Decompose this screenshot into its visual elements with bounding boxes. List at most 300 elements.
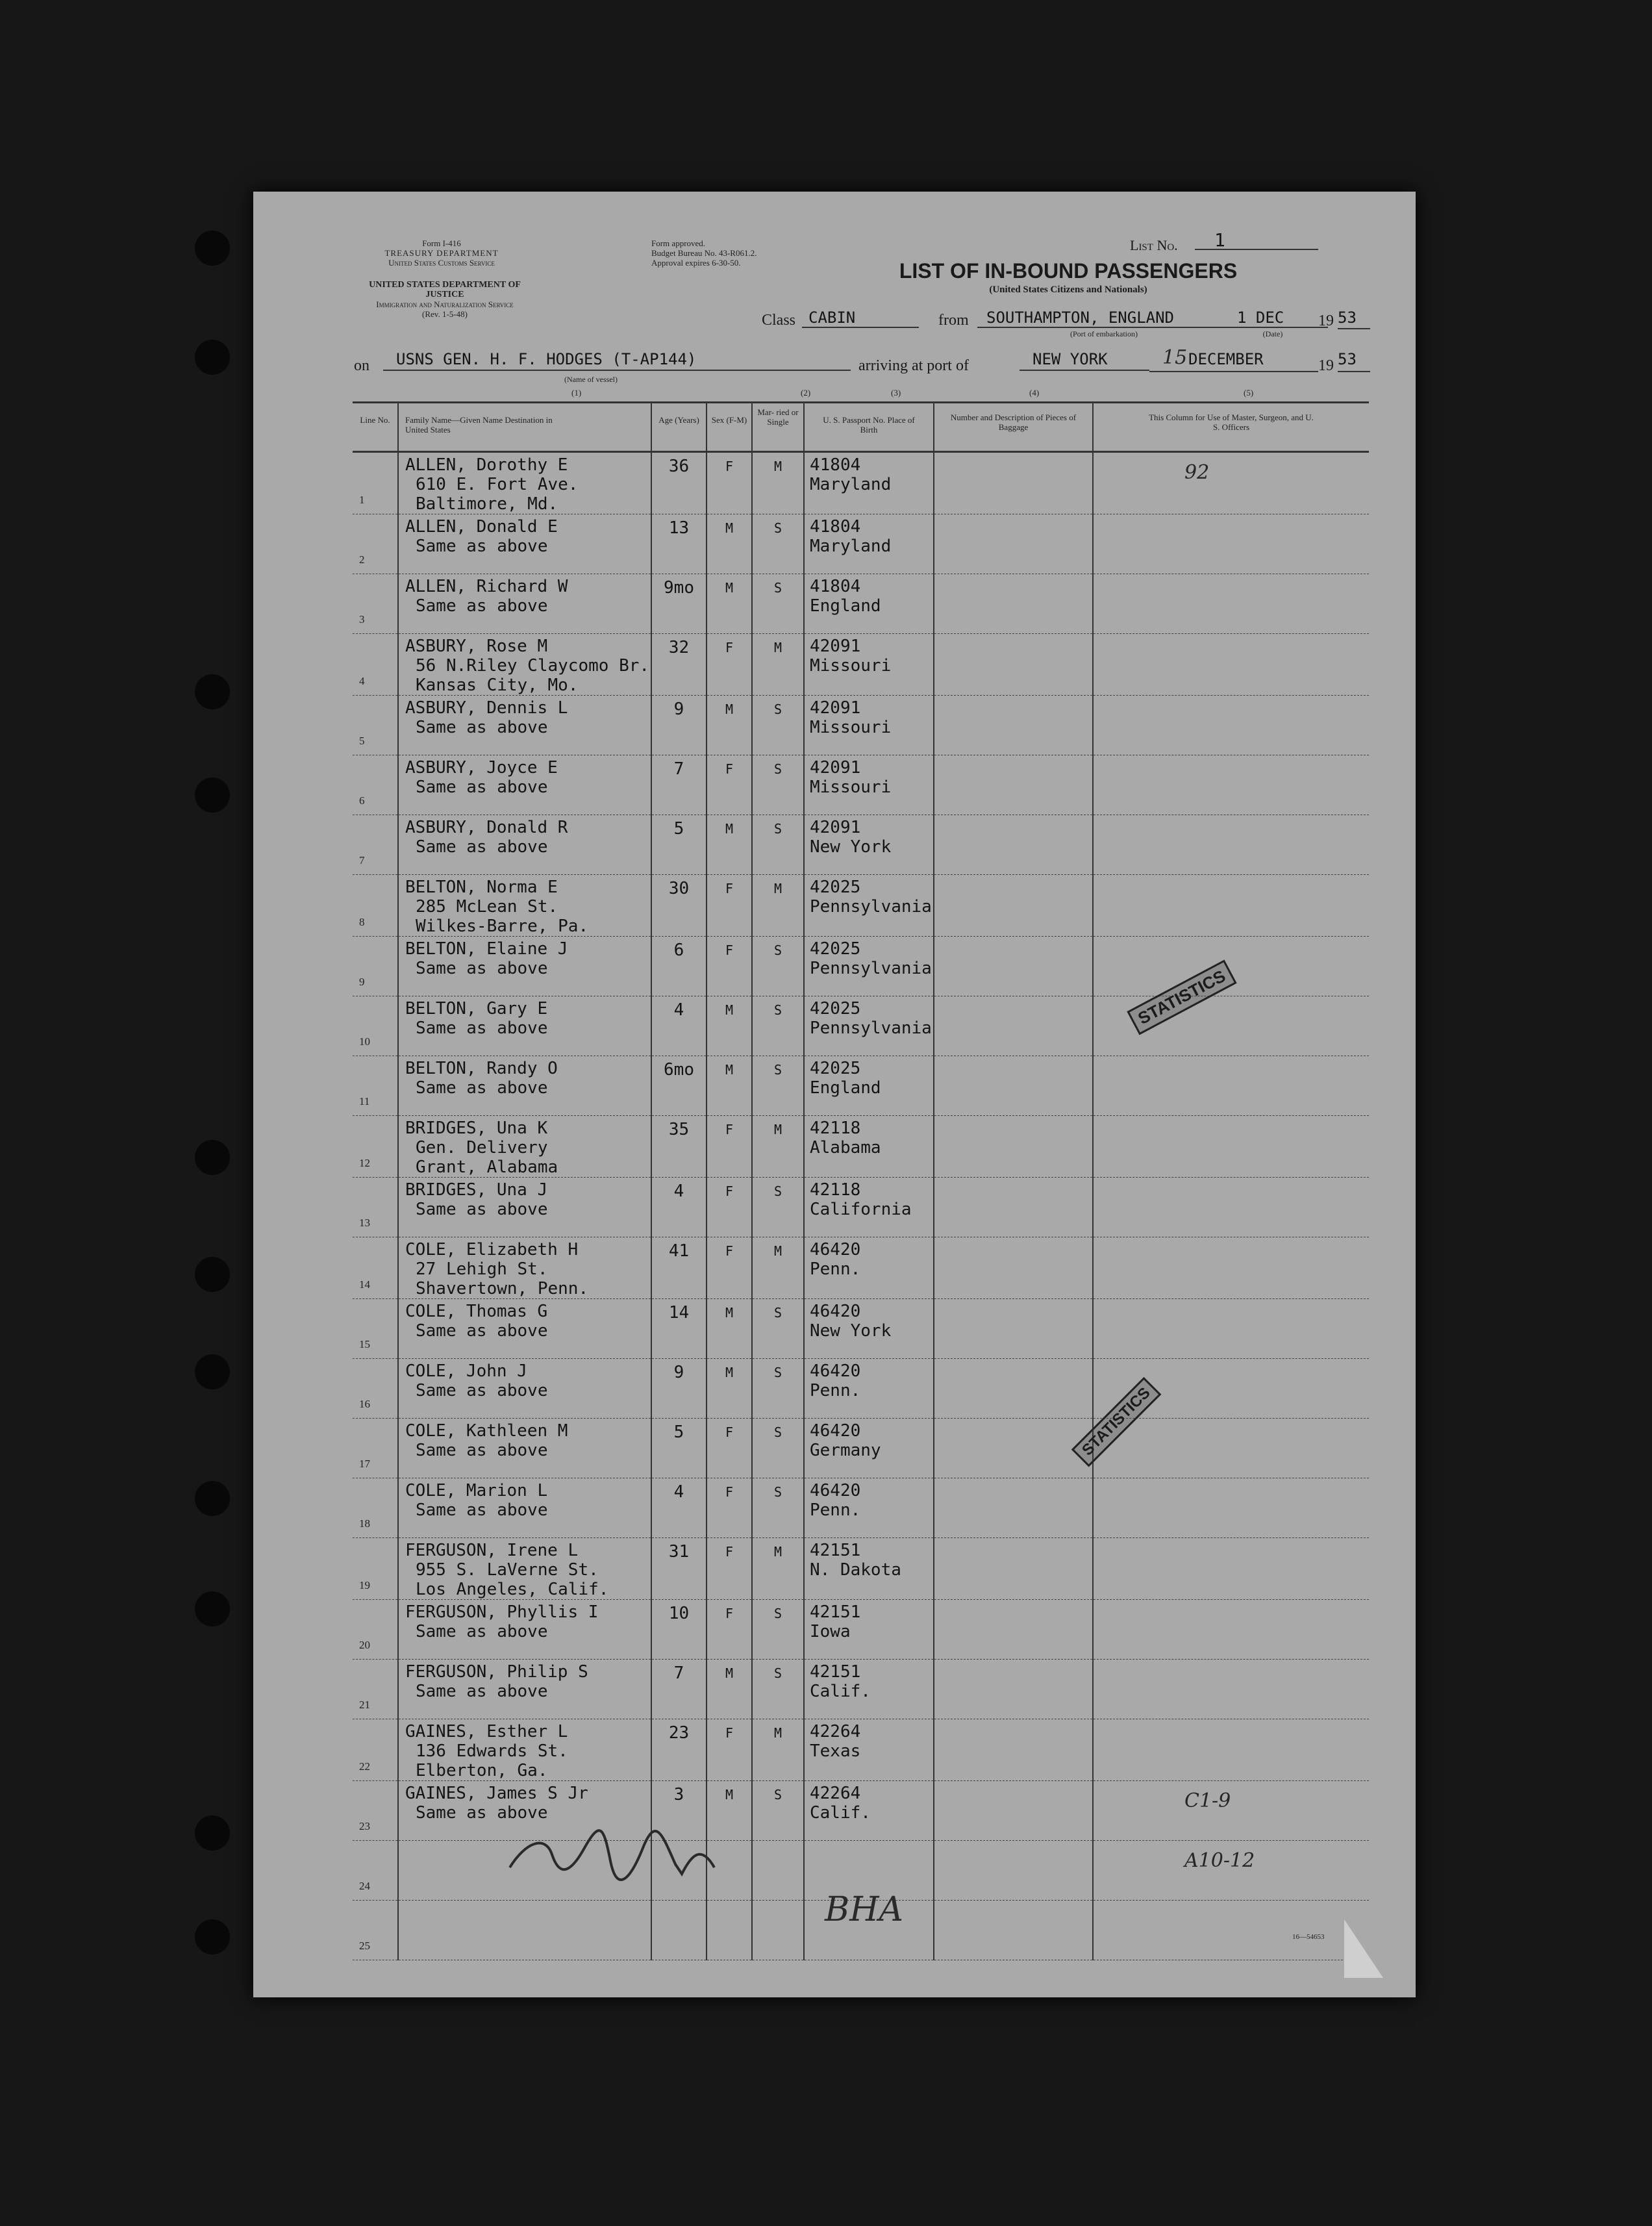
passport-cell <box>804 514 934 574</box>
passport-number: 42091 <box>810 698 861 718</box>
passenger-name: BELTON, Elaine J <box>405 939 568 959</box>
passenger-name: BRIDGES, Una J <box>405 1180 548 1200</box>
line-number: 10 <box>359 1035 370 1048</box>
officer-note <box>1094 1901 1369 1911</box>
destination-line-1: 27 Lehigh St. <box>416 1259 548 1279</box>
binder-hole <box>195 674 230 709</box>
statistics-stamp: STATISTICS <box>1127 960 1236 1035</box>
officer-cell <box>1093 1116 1369 1178</box>
officer-cell <box>1093 1781 1369 1841</box>
officer-note <box>1094 1660 1369 1670</box>
age-cell: 30 <box>651 875 707 937</box>
list-no-label: List No. <box>1130 237 1178 253</box>
destination-line-1: Same as above <box>416 1321 548 1341</box>
destination-line-1: Same as above <box>416 1078 548 1098</box>
officer-cell <box>1093 1600 1369 1660</box>
baggage-cell <box>934 1419 1093 1478</box>
destination-line-2: Wilkes-Barre, Pa. <box>416 917 589 936</box>
officer-note: A10-12 <box>1184 1849 1255 1872</box>
marital-cell: S <box>752 514 804 574</box>
name-cell <box>398 1600 651 1660</box>
customs-service: United States Customs Service <box>388 258 495 268</box>
officer-note <box>1094 514 1369 525</box>
line-cell <box>353 1781 398 1841</box>
header-age: Age (Years) <box>651 403 707 452</box>
table-row <box>353 696 1369 755</box>
sex-cell: M <box>707 1056 752 1116</box>
port-caption: (Port of embarkation) <box>1070 329 1138 338</box>
binder-hole <box>195 1354 230 1389</box>
marital-cell: S <box>752 1781 804 1841</box>
treasury-department: TREASURY DEPARTMENT <box>384 248 499 258</box>
passenger-name: FERGUSON, Phyllis I <box>405 1602 599 1622</box>
baggage-cell <box>934 815 1093 875</box>
destination-line-1: 56 N.Riley Claycomo Br. <box>416 656 650 676</box>
officer-cell <box>1093 937 1369 996</box>
officer-cell <box>1093 1538 1369 1600</box>
passport-number: 46420 <box>810 1481 861 1500</box>
line-number: 4 <box>359 675 365 687</box>
marital-cell: M <box>752 1538 804 1600</box>
age-cell: 9 <box>651 696 707 755</box>
baggage-cell <box>934 1056 1093 1116</box>
table-row <box>353 1359 1369 1419</box>
officer-note <box>1094 755 1369 766</box>
passport-cell <box>804 696 934 755</box>
officer-note <box>1094 1719 1369 1730</box>
table-row <box>353 514 1369 574</box>
passport-cell <box>804 574 934 634</box>
line-cell <box>353 1538 398 1600</box>
line-number: 17 <box>359 1458 370 1470</box>
line-cell <box>353 996 398 1056</box>
birthplace: N. Dakota <box>810 1560 901 1580</box>
passport-number: 42151 <box>810 1541 861 1560</box>
officer-note <box>1094 634 1369 644</box>
passenger-name: BELTON, Gary E <box>405 999 548 1018</box>
sex-cell: M <box>707 1359 752 1419</box>
passport-number: 42025 <box>810 939 861 959</box>
passport-cell <box>804 875 934 937</box>
birthplace: Iowa <box>810 1622 851 1641</box>
officer-cell <box>1093 755 1369 815</box>
birthplace: Germany <box>810 1441 881 1460</box>
table-row <box>353 1538 1369 1600</box>
destination-line-1: Same as above <box>416 1200 548 1219</box>
table-row <box>353 755 1369 815</box>
age-cell: 6mo <box>651 1056 707 1116</box>
line-number: 5 <box>359 735 365 747</box>
birthplace: Missouri <box>810 656 892 676</box>
sex-cell: F <box>707 1116 752 1178</box>
passport-number: 42118 <box>810 1180 861 1200</box>
officer-note <box>1094 1478 1369 1489</box>
binder-hole <box>195 231 230 266</box>
baggage-cell <box>934 937 1093 996</box>
passport-number: 46420 <box>810 1421 861 1441</box>
sex-cell: M <box>707 696 752 755</box>
line-number: 14 <box>359 1278 370 1291</box>
baggage-cell <box>934 1600 1093 1660</box>
binder-hole <box>195 340 230 375</box>
table-row <box>353 634 1369 696</box>
approval-block <box>651 238 801 268</box>
passenger-name: ASBURY, Joyce E <box>405 758 558 778</box>
form-number: Form I-416 <box>422 238 461 248</box>
arrival-day: 15 <box>1162 346 1188 369</box>
passport-number: 41804 <box>810 517 861 537</box>
line-cell <box>353 875 398 937</box>
birthplace: Maryland <box>810 537 892 556</box>
name-cell <box>398 1359 651 1419</box>
statistics-stamp: STATISTICS <box>1071 1377 1162 1467</box>
baggage-cell <box>934 1299 1093 1359</box>
sex-cell: F <box>707 1419 752 1478</box>
birthplace: England <box>810 596 881 616</box>
destination-line-1: Same as above <box>416 1500 548 1520</box>
from-label: from <box>938 312 969 329</box>
baggage-cell <box>934 875 1093 937</box>
marital-cell: S <box>752 1419 804 1478</box>
approval-expires: Approval expires 6-30-50. <box>651 258 741 268</box>
sex-cell: F <box>707 937 752 996</box>
passport-number: 42151 <box>810 1602 861 1622</box>
header-name: Family Name—Given Name Destination in United States <box>398 403 651 452</box>
vessel-name: USNS GEN. H. F. HODGES (T-AP144) <box>383 350 851 371</box>
date-caption: (Date) <box>1262 329 1283 338</box>
sex-cell: F <box>707 1478 752 1538</box>
destination-line-1: Same as above <box>416 837 548 857</box>
destination-line-1: Gen. Delivery <box>416 1138 548 1157</box>
marital-cell: S <box>752 574 804 634</box>
age-cell: 4 <box>651 1478 707 1538</box>
age-cell: 3 <box>651 1781 707 1841</box>
birthplace: England <box>810 1078 881 1098</box>
line-cell <box>353 1901 398 1960</box>
name-cell <box>398 1056 651 1116</box>
binder-hole <box>195 1257 230 1292</box>
officer-note <box>1094 875 1369 885</box>
justice-department: UNITED STATES DEPARTMENT OF JUSTICE <box>369 280 521 299</box>
line-cell <box>353 1478 398 1538</box>
baggage-cell <box>934 755 1093 815</box>
birthplace: Texas <box>810 1741 861 1761</box>
line-cell <box>353 1178 398 1237</box>
age-cell: 9mo <box>651 574 707 634</box>
baggage-cell <box>934 1719 1093 1781</box>
arrival-date <box>1149 346 1318 372</box>
sex-cell: M <box>707 1299 752 1359</box>
passenger-name: COLE, Elizabeth H <box>405 1240 579 1259</box>
line-number: 13 <box>359 1217 370 1229</box>
baggage-cell <box>934 696 1093 755</box>
header-married: Mar- ried or Single <box>752 403 804 452</box>
passport-cell <box>804 1478 934 1538</box>
ins-service: Immigration and Naturalization Service <box>376 299 514 309</box>
birthplace: Alabama <box>810 1138 881 1157</box>
age-cell: 23 <box>651 1719 707 1781</box>
name-cell <box>398 634 651 696</box>
line-number: 6 <box>359 794 365 807</box>
passport-number: 41804 <box>810 455 861 475</box>
marital-cell: S <box>752 1178 804 1237</box>
line-cell <box>353 1056 398 1116</box>
header-baggage: Number and Description of Pieces of Baggage <box>934 403 1093 452</box>
table-row <box>353 1719 1369 1781</box>
passenger-name: BRIDGES, Una K <box>405 1119 548 1138</box>
officer-note <box>1094 1538 1369 1549</box>
name-cell <box>398 1538 651 1600</box>
name-cell <box>398 1116 651 1178</box>
marital-cell: S <box>752 1600 804 1660</box>
officer-cell <box>1093 1841 1369 1901</box>
line-cell <box>353 1600 398 1660</box>
line-number: 9 <box>359 976 365 988</box>
destination-line-2: Grant, Alabama <box>416 1157 558 1177</box>
passport-cell <box>804 755 934 815</box>
passenger-name: GAINES, James S Jr <box>405 1784 588 1803</box>
name-cell <box>398 1419 651 1478</box>
line-number: 11 <box>359 1095 370 1107</box>
document-subtitle: (United States Citizens and Nationals) <box>989 285 1147 295</box>
baggage-cell <box>934 574 1093 634</box>
line-cell <box>353 1116 398 1178</box>
baggage-cell <box>934 1538 1093 1600</box>
line-cell <box>353 574 398 634</box>
sex-cell: M <box>707 1660 752 1719</box>
name-cell <box>398 875 651 937</box>
line-cell <box>353 1299 398 1359</box>
table-row <box>353 1478 1369 1538</box>
table-row <box>353 1178 1369 1237</box>
age-cell: 41 <box>651 1237 707 1299</box>
officer-cell <box>1093 634 1369 696</box>
line-cell <box>353 1237 398 1299</box>
line-number: 7 <box>359 854 365 866</box>
passenger-table <box>353 401 1369 1960</box>
passport-number: 42264 <box>810 1784 861 1803</box>
on-label: on <box>354 357 369 374</box>
officer-note <box>1094 815 1369 826</box>
marital-cell: S <box>752 1478 804 1538</box>
passport-number: 42091 <box>810 637 861 656</box>
marital-cell: M <box>752 634 804 696</box>
officer-note <box>1094 1237 1369 1248</box>
line-number: 1 <box>359 494 365 506</box>
officer-cell <box>1093 574 1369 634</box>
binder-hole <box>195 1591 230 1626</box>
sex-cell: F <box>707 1237 752 1299</box>
destination-line-2: Shavertown, Penn. <box>416 1279 589 1298</box>
passport-cell <box>804 634 934 696</box>
marital-cell: M <box>752 452 804 514</box>
name-cell <box>398 996 651 1056</box>
passenger-name: ASBURY, Donald R <box>405 818 568 837</box>
marital-cell: S <box>752 1660 804 1719</box>
officer-cell <box>1093 1660 1369 1719</box>
passenger-name: BELTON, Norma E <box>405 878 558 897</box>
age-cell <box>651 1901 707 1960</box>
officer-cell <box>1093 1237 1369 1299</box>
line-cell <box>353 815 398 875</box>
line-number: 24 <box>359 1880 370 1892</box>
officer-note <box>1094 996 1369 1007</box>
passport-cell <box>804 1237 934 1299</box>
passport-number: 42025 <box>810 878 861 897</box>
sex-cell: F <box>707 755 752 815</box>
passport-cell <box>804 1116 934 1178</box>
line-number: 3 <box>359 613 365 626</box>
officer-note <box>1094 1600 1369 1610</box>
destination-line-1: Same as above <box>416 1803 548 1823</box>
birthplace: Pennsylvania <box>810 959 932 978</box>
line-cell <box>353 1841 398 1901</box>
sex-cell: M <box>707 996 752 1056</box>
birthplace: Penn. <box>810 1500 861 1520</box>
line-cell <box>353 1660 398 1719</box>
officer-note: 92 <box>1184 461 1210 484</box>
birthplace: New York <box>810 837 892 857</box>
sex-cell: M <box>707 574 752 634</box>
name-cell <box>398 1901 651 1960</box>
passenger-name: COLE, Kathleen M <box>405 1421 568 1441</box>
age-cell: 9 <box>651 1359 707 1419</box>
header-line-no: Line No. <box>353 403 398 452</box>
handwritten-signature <box>507 1815 779 1900</box>
officer-cell <box>1093 452 1369 514</box>
table-row <box>353 1056 1369 1116</box>
line-cell <box>353 452 398 514</box>
baggage-cell <box>934 1178 1093 1237</box>
binder-hole <box>195 778 230 813</box>
form-revision: (Rev. 1-5-48) <box>422 309 468 319</box>
baggage-cell <box>934 1359 1093 1419</box>
baggage-cell <box>934 1116 1093 1178</box>
officer-cell <box>1093 1901 1369 1960</box>
marital-cell: S <box>752 696 804 755</box>
passenger-name: COLE, John J <box>405 1361 527 1381</box>
passport-number: 41804 <box>810 577 861 596</box>
passport-number: 42025 <box>810 1059 861 1078</box>
embarkation-date: 1 DEC <box>1231 309 1328 328</box>
destination-line-1: Same as above <box>416 596 548 616</box>
line-number: 12 <box>359 1157 370 1169</box>
table-row <box>353 1237 1369 1299</box>
marital-cell: S <box>752 1056 804 1116</box>
baggage-cell <box>934 1901 1093 1960</box>
destination-line-1: Same as above <box>416 1018 548 1038</box>
table-row <box>353 1600 1369 1660</box>
name-cell <box>398 452 651 514</box>
line-number: 2 <box>359 553 365 566</box>
line-cell <box>353 1719 398 1781</box>
name-cell <box>398 937 651 996</box>
arrival-year-prefix: 19 <box>1318 357 1334 374</box>
sex-cell: F <box>707 1178 752 1237</box>
age-cell: 5 <box>651 1419 707 1478</box>
destination-line-1: Same as above <box>416 718 548 737</box>
line-number: 18 <box>359 1517 370 1530</box>
passport-cell <box>804 1056 934 1116</box>
name-cell <box>398 514 651 574</box>
birthplace: Maryland <box>810 475 892 494</box>
age-cell: 32 <box>651 634 707 696</box>
officer-cell <box>1093 875 1369 937</box>
table-row <box>353 574 1369 634</box>
destination-line-1: Same as above <box>416 1381 548 1400</box>
sex-cell: M <box>707 815 752 875</box>
passport-number: 46420 <box>810 1361 861 1381</box>
baggage-cell <box>934 1781 1093 1841</box>
destination-line-1: 285 McLean St. <box>416 897 558 917</box>
marital-cell: M <box>752 1116 804 1178</box>
line-number: 21 <box>359 1699 370 1711</box>
age-cell: 35 <box>651 1116 707 1178</box>
line-number: 15 <box>359 1338 370 1350</box>
passport-cell <box>804 815 934 875</box>
col-number: (2) <box>801 388 811 398</box>
officer-cell <box>1093 1478 1369 1538</box>
binder-hole <box>195 1815 230 1851</box>
table-row <box>353 1781 1369 1841</box>
marital-cell: M <box>752 1237 804 1299</box>
passport-number: 42118 <box>810 1119 861 1138</box>
age-cell: 6 <box>651 937 707 996</box>
age-cell: 7 <box>651 755 707 815</box>
table-row <box>353 1660 1369 1719</box>
destination-line-2: Elberton, Ga. <box>416 1761 548 1780</box>
list-no-value: 1 <box>1195 229 1318 250</box>
destination-line-1: Same as above <box>416 778 548 797</box>
col-number: (5) <box>1244 388 1254 398</box>
line-cell <box>353 755 398 815</box>
name-cell <box>398 574 651 634</box>
passenger-name: BELTON, Randy O <box>405 1059 558 1078</box>
line-cell <box>353 696 398 755</box>
vessel-caption: (Name of vessel) <box>564 375 618 384</box>
sex-cell: F <box>707 634 752 696</box>
line-number: 19 <box>359 1579 370 1591</box>
officer-note <box>1094 1116 1369 1126</box>
birthplace: California <box>810 1200 912 1219</box>
age-cell: 7 <box>651 1660 707 1719</box>
passport-cell <box>804 1538 934 1600</box>
officer-note <box>1094 574 1369 585</box>
passport-cell <box>804 937 934 996</box>
table-row <box>353 996 1369 1056</box>
birthplace: Pennsylvania <box>810 1018 932 1038</box>
line-cell <box>353 1359 398 1419</box>
destination-line-1: Same as above <box>416 1682 548 1701</box>
passport-number: 42264 <box>810 1722 861 1741</box>
officer-note: C1-9 <box>1184 1790 1231 1812</box>
table-header-row <box>353 403 1369 452</box>
officer-cell <box>1093 696 1369 755</box>
passport-number: 42151 <box>810 1662 861 1682</box>
table-row <box>353 815 1369 875</box>
document-title: LIST OF IN-BOUND PASSENGERS <box>899 259 1238 283</box>
manifest-page <box>253 192 1416 1997</box>
class-value: CABIN <box>802 309 919 328</box>
folded-corner <box>1344 1919 1383 1978</box>
table-row <box>353 1299 1369 1359</box>
birthplace: New York <box>810 1321 892 1341</box>
name-cell <box>398 1719 651 1781</box>
passport-number: 46420 <box>810 1240 861 1259</box>
passenger-name <box>399 1901 651 1903</box>
arrival-month: DECEMBER <box>1188 350 1264 368</box>
baggage-cell <box>934 1660 1093 1719</box>
